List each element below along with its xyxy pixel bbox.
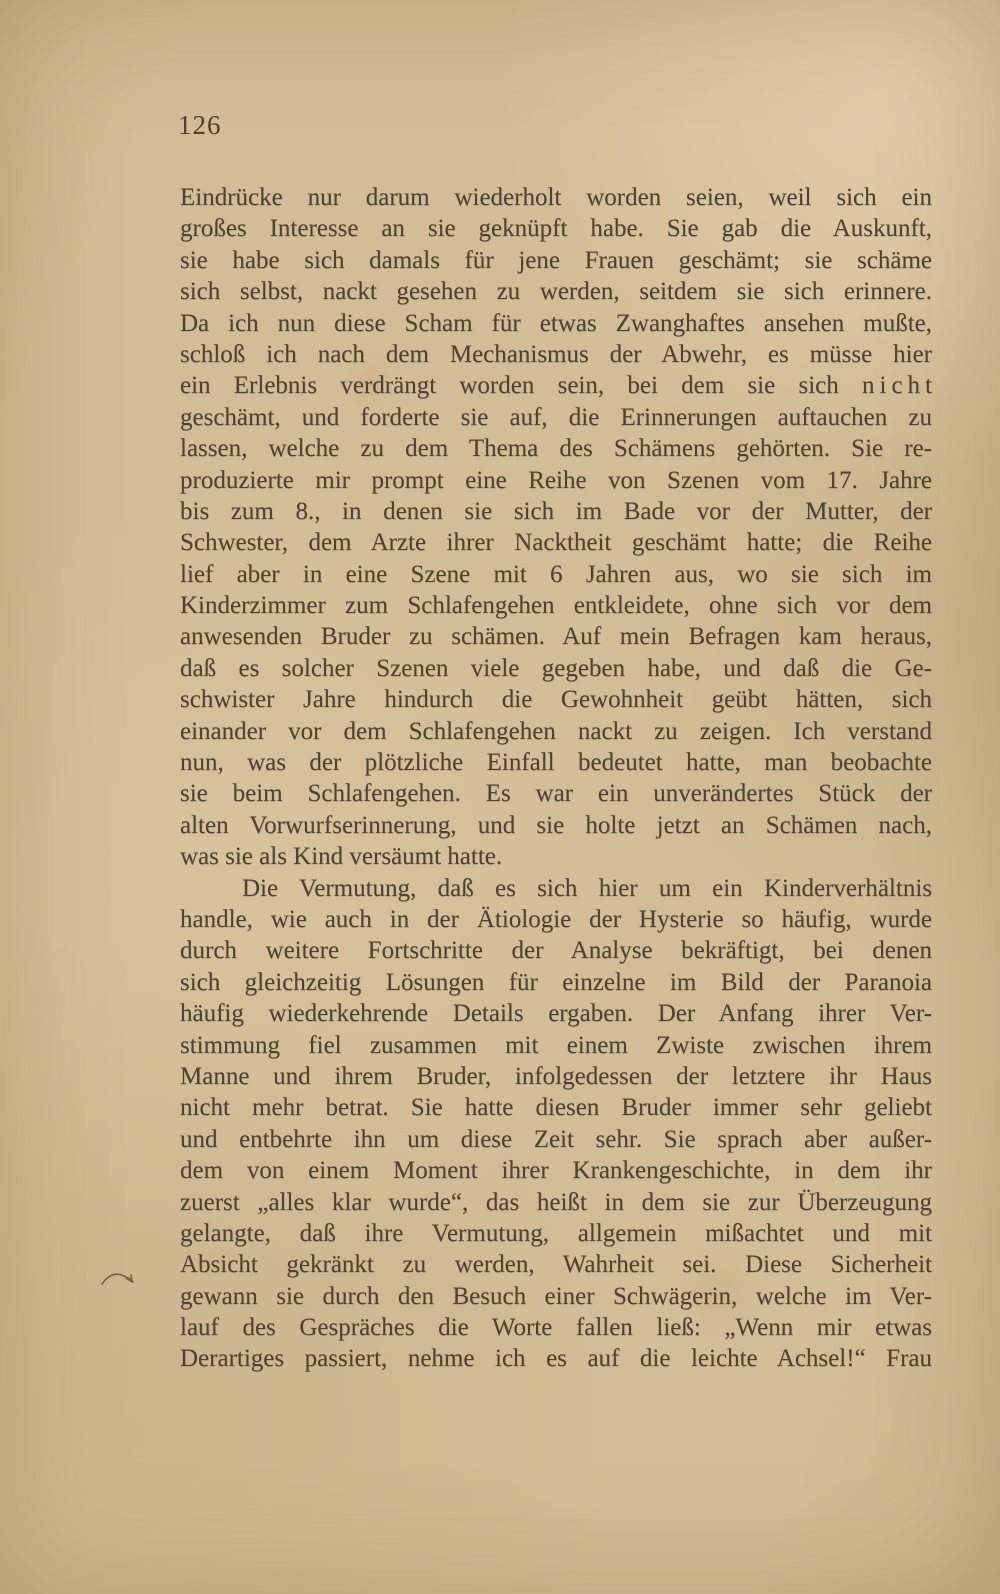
- text-line: produzierte mir prompt eine Reihe von Szenen vom 17. Jahre: [180, 466, 932, 494]
- text-line: Die Vermutung, daß es sich hier um ein Kinderverhältnis: [242, 874, 932, 902]
- text-line: nicht mehr betrat. Sie hatte diesen Bruder immer sehr geliebt: [180, 1094, 932, 1122]
- text-line: bis zum 8., in denen sie sich im Bade vor der Mutter, der: [180, 497, 932, 525]
- text-line: einander vor dem Schlafengehen nackt zu zeigen. Ich verstand: [180, 717, 932, 745]
- text-line: Absicht gekränkt zu werden, Wahrheit sei. Diese Sicherheit: [180, 1251, 932, 1279]
- text-line: alten Vorwurfserinnerung, und sie holte jetzt an Schämen nach,: [180, 811, 932, 839]
- text-line: Eindrücke nur darum wiederholt worden seien, weil sich ein: [180, 184, 932, 211]
- text-line: sie beim Schlafengehen. Es war ein unverändertes Stück der: [180, 780, 932, 808]
- text-line: nun, was der plötzliche Einfall bedeutet hatte, man beobachte: [180, 749, 932, 777]
- text-line: sich selbst, nackt gesehen zu werden, seitdem sie sich erinnere.: [180, 278, 932, 306]
- paragraph: [180, 182, 932, 873]
- paragraph: [180, 873, 932, 1375]
- text-line: und entbehrte ihn um diese Zeit sehr. Sie sprach aber außer-: [180, 1125, 932, 1153]
- text-line: zuerst „alles klar wurde“, das heißt in dem sie zur Überzeugung: [180, 1188, 932, 1216]
- text-line: sie habe sich damals für jene Frauen geschämt; sie schäme: [180, 246, 932, 274]
- text-line: schwister Jahre hindurch die Gewohnheit geübt hätten, sich: [180, 686, 932, 714]
- text-line: handle, wie auch in der Ätiologie der Hysterie so häufig, wurde: [180, 905, 932, 933]
- text-line: ein Erlebnis verdrängt worden sein, bei dem sie sich n i c h t: [180, 372, 932, 400]
- text-line: anwesenden Bruder zu schämen. Auf mein Befragen kam heraus,: [180, 623, 932, 651]
- text-line: schloß ich nach dem Mechanismus der Abwehr, es müsse hier: [180, 340, 932, 368]
- page-number: 126: [178, 110, 222, 140]
- text-line: dem von einem Moment ihrer Krankengeschichte, in dem ihr: [180, 1157, 932, 1185]
- text-line: durch weitere Fortschritte der Analyse bekräftigt, bei denen: [180, 937, 932, 965]
- text-line: lauf des Gespräches die Worte fallen ließ: „Wenn mir etwas: [180, 1314, 932, 1342]
- text-line: Derartiges passiert, nehme ich es auf die leichte Achsel!“ Frau: [180, 1345, 932, 1373]
- text-line: lief aber in eine Szene mit 6 Jahren aus, wo sie sich im: [180, 560, 932, 588]
- text-line: lassen, welche zu dem Thema des Schämens gehörten. Sie re-: [180, 435, 932, 463]
- text-line: stimmung fiel zusammen mit einem Zwiste zwischen ihrem: [180, 1031, 932, 1059]
- text-line: Schwester, dem Arzte ihrer Nacktheit geschämt hatte; die Reihe: [180, 529, 932, 557]
- text-line: Kinderzimmer zum Schlafengehen entkleidete, ohne sich vor dem: [180, 592, 932, 620]
- text-line: Da ich nun diese Scham für etwas Zwanghaftes ansehen mußte,: [180, 309, 932, 337]
- text-line: gelangte, daß ihre Vermutung, allgemein mißachtet und mit: [180, 1219, 932, 1247]
- text-line: häufig wiederkehrende Details ergaben. Der Anfang ihrer Ver-: [180, 1000, 932, 1028]
- text-line: großes Interesse an sie geknüpft habe. Sie gab die Auskunft,: [180, 215, 932, 243]
- text-line: was sie als Kind versäumt hatte.: [180, 843, 503, 871]
- pen-mark: [98, 1258, 142, 1294]
- text-line: daß es solcher Szenen viele gegeben habe, und daß die Ge-: [180, 654, 932, 682]
- body-text: [180, 182, 932, 1375]
- text-line: sich gleichzeitig Lösungen für einzelne im Bild der Paranoia: [180, 968, 932, 996]
- text-line: geschämt, und forderte sie auf, die Erinnerungen auftauchen zu: [180, 403, 932, 431]
- text-line: gewann sie durch den Besuch einer Schwägerin, welche im Ver-: [180, 1282, 932, 1310]
- text-line: Manne und ihrem Bruder, infolgedessen der letztere ihr Haus: [180, 1062, 932, 1090]
